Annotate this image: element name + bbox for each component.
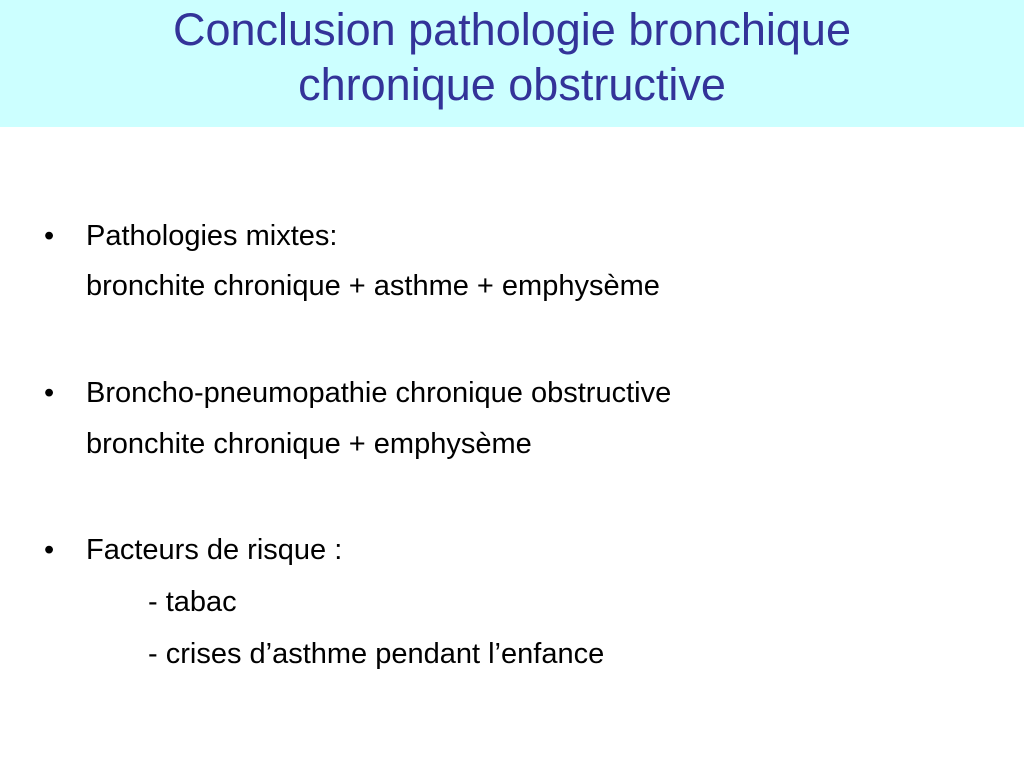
title-line-2: chronique obstructive bbox=[298, 59, 726, 110]
bullet-item-pathologies-mixtes: Pathologies mixtes: bbox=[86, 220, 338, 252]
bullet-item-bpco: Broncho-pneumopathie chronique obstructive bbox=[86, 377, 672, 409]
bullet-item-facteurs-de-risque: Facteurs de risque : bbox=[86, 534, 343, 566]
bullet-subline-asthme-enfance: - crises d’asthme pendant l’enfance bbox=[148, 638, 605, 670]
bullet-subline: bronchite chronique + asthme + emphysème bbox=[86, 270, 660, 302]
bullet-marker: • bbox=[44, 377, 55, 409]
bullet-marker: • bbox=[44, 534, 55, 566]
bullet-subline-tabac: - tabac bbox=[148, 586, 237, 618]
bullet-marker: • bbox=[44, 220, 55, 252]
title-line-1: Conclusion pathologie bronchique bbox=[173, 4, 851, 55]
bullet-subline: bronchite chronique + emphysème bbox=[86, 428, 532, 460]
